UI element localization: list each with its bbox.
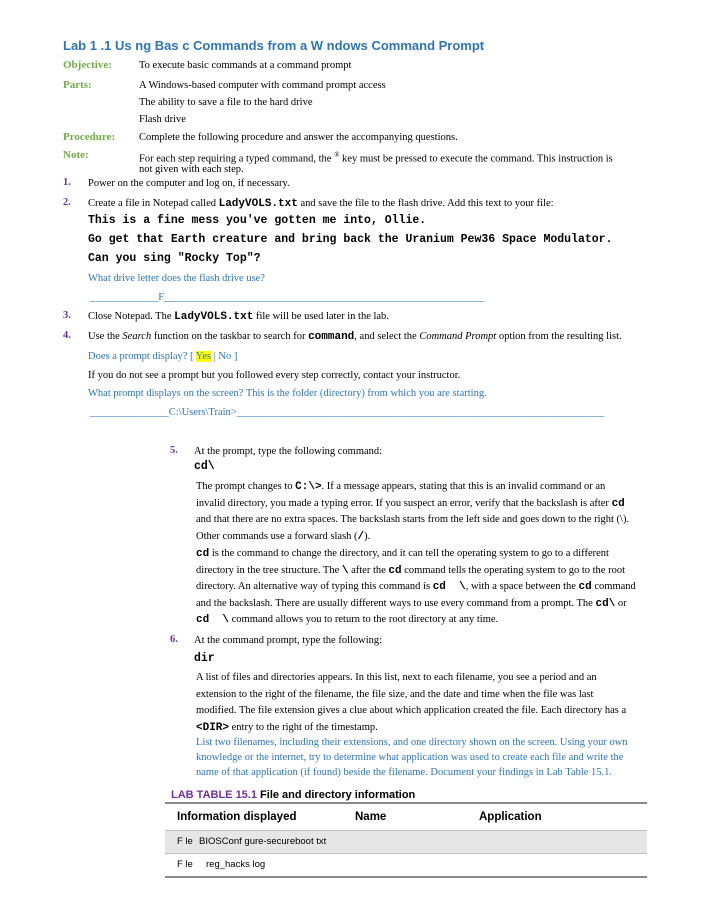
row-type: F le [177,859,193,870]
step-6-question: List two filenames, including their extensions, and one directory shown on the screen. Using your own knowledge or the internet, try to determine what application was used to create each file and write the name of that application (if found) beside the filename. Document your findings in Lab Table 15.1. [196,737,628,778]
objective-label: Objective: [63,59,112,71]
step-number: 3. [63,310,71,321]
table-row [165,831,647,854]
step-1-text: Power on the computer and log on, if necessary. [88,178,290,189]
enter-key-icon: ® [334,151,340,159]
instruction-text: If you do not see a prompt but you followed every step correctly, contact your instructor. [88,370,461,381]
parts-label: Parts: [63,79,92,91]
step-5-paragraph-2: cd is the command to change the directory, and it can tell the operating system to go to a different directory in the tree structure. The \ after the cd command tells the operating system to go to the root directory. An alternative way of typing this command is cd \, with a space between the cd command and the backslash. There are usually different ways to use every command from a prompt. The cd\ or cd \ command allows you to return to the root directory at any time. [196,548,636,626]
procedure-text: Complete the following procedure and answer the accompanying questions. [139,132,458,143]
answer-line[interactable]: _______________C:\Users\Train>______________________________________________________________________ [90,407,605,418]
code-line: Can you sing "Rocky Top"? [88,252,261,265]
command-keyword: command [308,331,355,343]
table-row [165,854,647,878]
column-header: Name [355,811,387,823]
yes-option[interactable]: Yes [195,351,212,362]
parts-item: Flash drive [139,114,186,125]
table-header [165,802,647,831]
answer-line[interactable]: _____________F_____________________________________________________________ [90,292,485,303]
row-type: F le [177,836,193,847]
note-label: Note: [63,149,89,161]
code-line: Go get that Earth creature and bring back the Uranium Pew36 Space Modulator. [88,233,613,246]
step-5-paragraph-1: The prompt changes to C:\>. If a message appears, stating that this is an invalid command or an invalid directory, you made a typing error. If you suspect an error, verify that the backslash is after cd and that there are no extra spaces. The backslash starts from the left side and goes down to the right (\). Other commands use a forward slash (/). [196,481,630,543]
step-2-text: Create a file in Notepad called LadyVOLS.txt and save the file to the flash drive. Add this text to your file: [88,198,554,210]
step-number: 6. [170,634,178,645]
note-text-cont: not given with each step. [139,164,244,175]
procedure-label: Procedure: [63,131,116,143]
filename: LadyVOLS.txt [174,311,254,323]
column-header: Information displayed [177,811,297,823]
row-name[interactable]: BIOSConf gure-secureboot txt [199,836,327,847]
parts-item: The ability to save a file to the hard drive [139,97,313,108]
question: Does a prompt display? [ Yes | No ] [88,351,238,362]
table-title: LAB TABLE 15.1 File and directory information [171,789,416,801]
step-5-text: At the prompt, type the following command: [194,446,383,457]
code-line: cd\ [194,460,215,473]
step-3-text: Close Notepad. The LadyVOLS.txt file will be used later in the lab. [88,311,389,323]
parts-item: A Windows-based computer with command prompt access [139,80,386,91]
question: What prompt displays on the screen? This is the folder (directory) from which you are starting. [88,388,487,399]
step-6-paragraph: A list of files and directories appears. In this list, next to each filename, you see a period and an extension to the right of the filename, the file size, and the date and time when the file was last modified. The file extension gives a clue about which application created the file. Each directory has a <DIR> entry to the right of the timestamp. [196,672,627,734]
note-text: For each step requiring a typed command, the ® key must be pressed to execute the command. This instruction is [139,151,613,165]
step-number: 4. [63,330,71,341]
column-header: Application [479,811,542,823]
step-6-text: At the command prompt, type the following: [194,635,383,646]
code-line: dir [194,652,215,665]
step-number: 2. [63,197,71,208]
step-4-text: Use the Search function on the taskbar to search for command, and select the Command Prompt option from the resulting list. [88,331,622,343]
lab-table [165,802,647,878]
objective-text: To execute basic commands at a command prompt [139,60,352,71]
lab-title: Lab 1 .1 Us ng Bas c Commands from a W ndows Command Prompt [63,38,485,53]
question: What drive letter does the flash drive use? [88,273,265,284]
step-number: 5. [170,445,178,456]
row-name[interactable]: reg_hacks log [206,859,266,870]
code-line: This is a fine mess you've gotten me into, Ollie. [88,214,427,227]
step-number: 1. [63,177,71,188]
filename: LadyVOLS.txt [218,198,298,210]
